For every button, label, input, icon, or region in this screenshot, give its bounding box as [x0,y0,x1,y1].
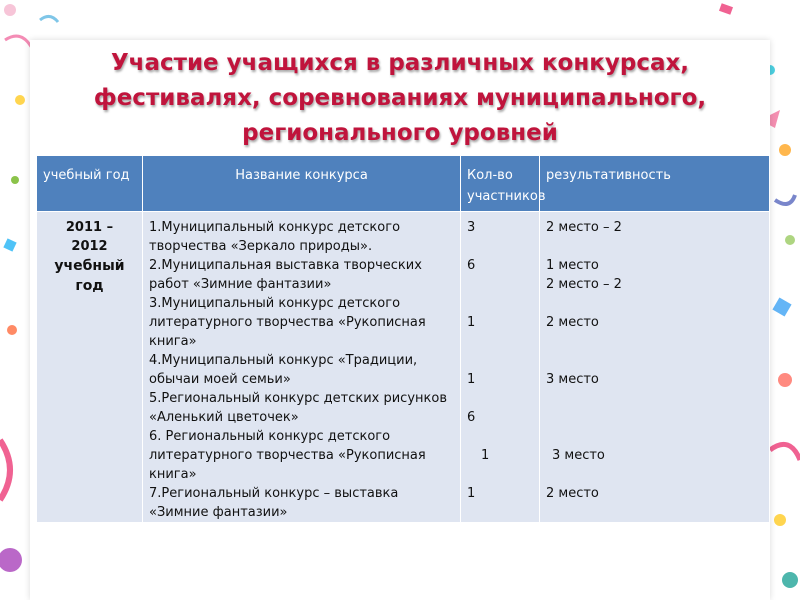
page-title [30,46,770,151]
result-text: 2 место [546,486,599,501]
result-text: 3 место [552,448,605,463]
result-text: 2 место [546,315,599,330]
participant-count: 1 [481,448,490,463]
participant-count: 6 [467,410,476,425]
contest-item: 5.Региональный конкурс детских рисунков «Аленький цветочек» [149,391,447,425]
contest-item: 2.Муниципальная выставка творческих работ «Зимние фантазии» [149,258,422,292]
year-cell [37,212,143,523]
result-text: 2 место – 2 [546,220,622,235]
contests-table [36,155,770,523]
header-contest-name: Название конкурса [143,156,461,212]
participant-count: 1 [467,372,476,387]
participant-count: 1 [467,315,476,330]
year-range-end: 2012 [71,239,108,254]
title-line-1: Участие учащихся в различных конкурсах, [110,50,690,76]
contest-item: 4.Муниципальный конкурс «Традиции, обычаи моей семьи» [149,353,418,387]
contest-item: 7.Региональный конкурс – выставка «Зимние фантазии» [149,486,399,520]
header-year: учебный год [37,156,143,212]
result-text: 3 место [546,372,599,387]
header-participants: Кол-во участников [461,156,540,212]
result-text: 1 место [546,258,599,273]
table-row [37,212,770,523]
participant-count: 6 [467,258,476,273]
title-line-3: регионального уровней [242,120,558,146]
results-cell [540,212,770,523]
year-range-start: 2011 – [65,220,114,235]
result-text: 2 место – 2 [546,277,622,292]
year-label-god: год [75,278,104,294]
contest-names-cell [143,212,461,523]
participants-cell [461,212,540,523]
year-label-word: учебный [54,258,125,274]
participant-count: 1 [467,486,476,501]
contest-item: 3.Муниципальный конкурс детского литературного творчества «Рукописная книга» [149,296,426,349]
title-line-2: фестивалях, соревнованиях муниципального, [93,85,707,111]
participant-count: 3 [467,220,476,235]
header-results: результативность [540,156,770,212]
table-header-row [37,156,770,212]
contest-item: 6. Региональный конкурс детского литературного творчества «Рукописная книга» [149,429,426,482]
contest-item: 1.Муниципальный конкурс детского творчества «Зеркало природы». [149,220,401,254]
